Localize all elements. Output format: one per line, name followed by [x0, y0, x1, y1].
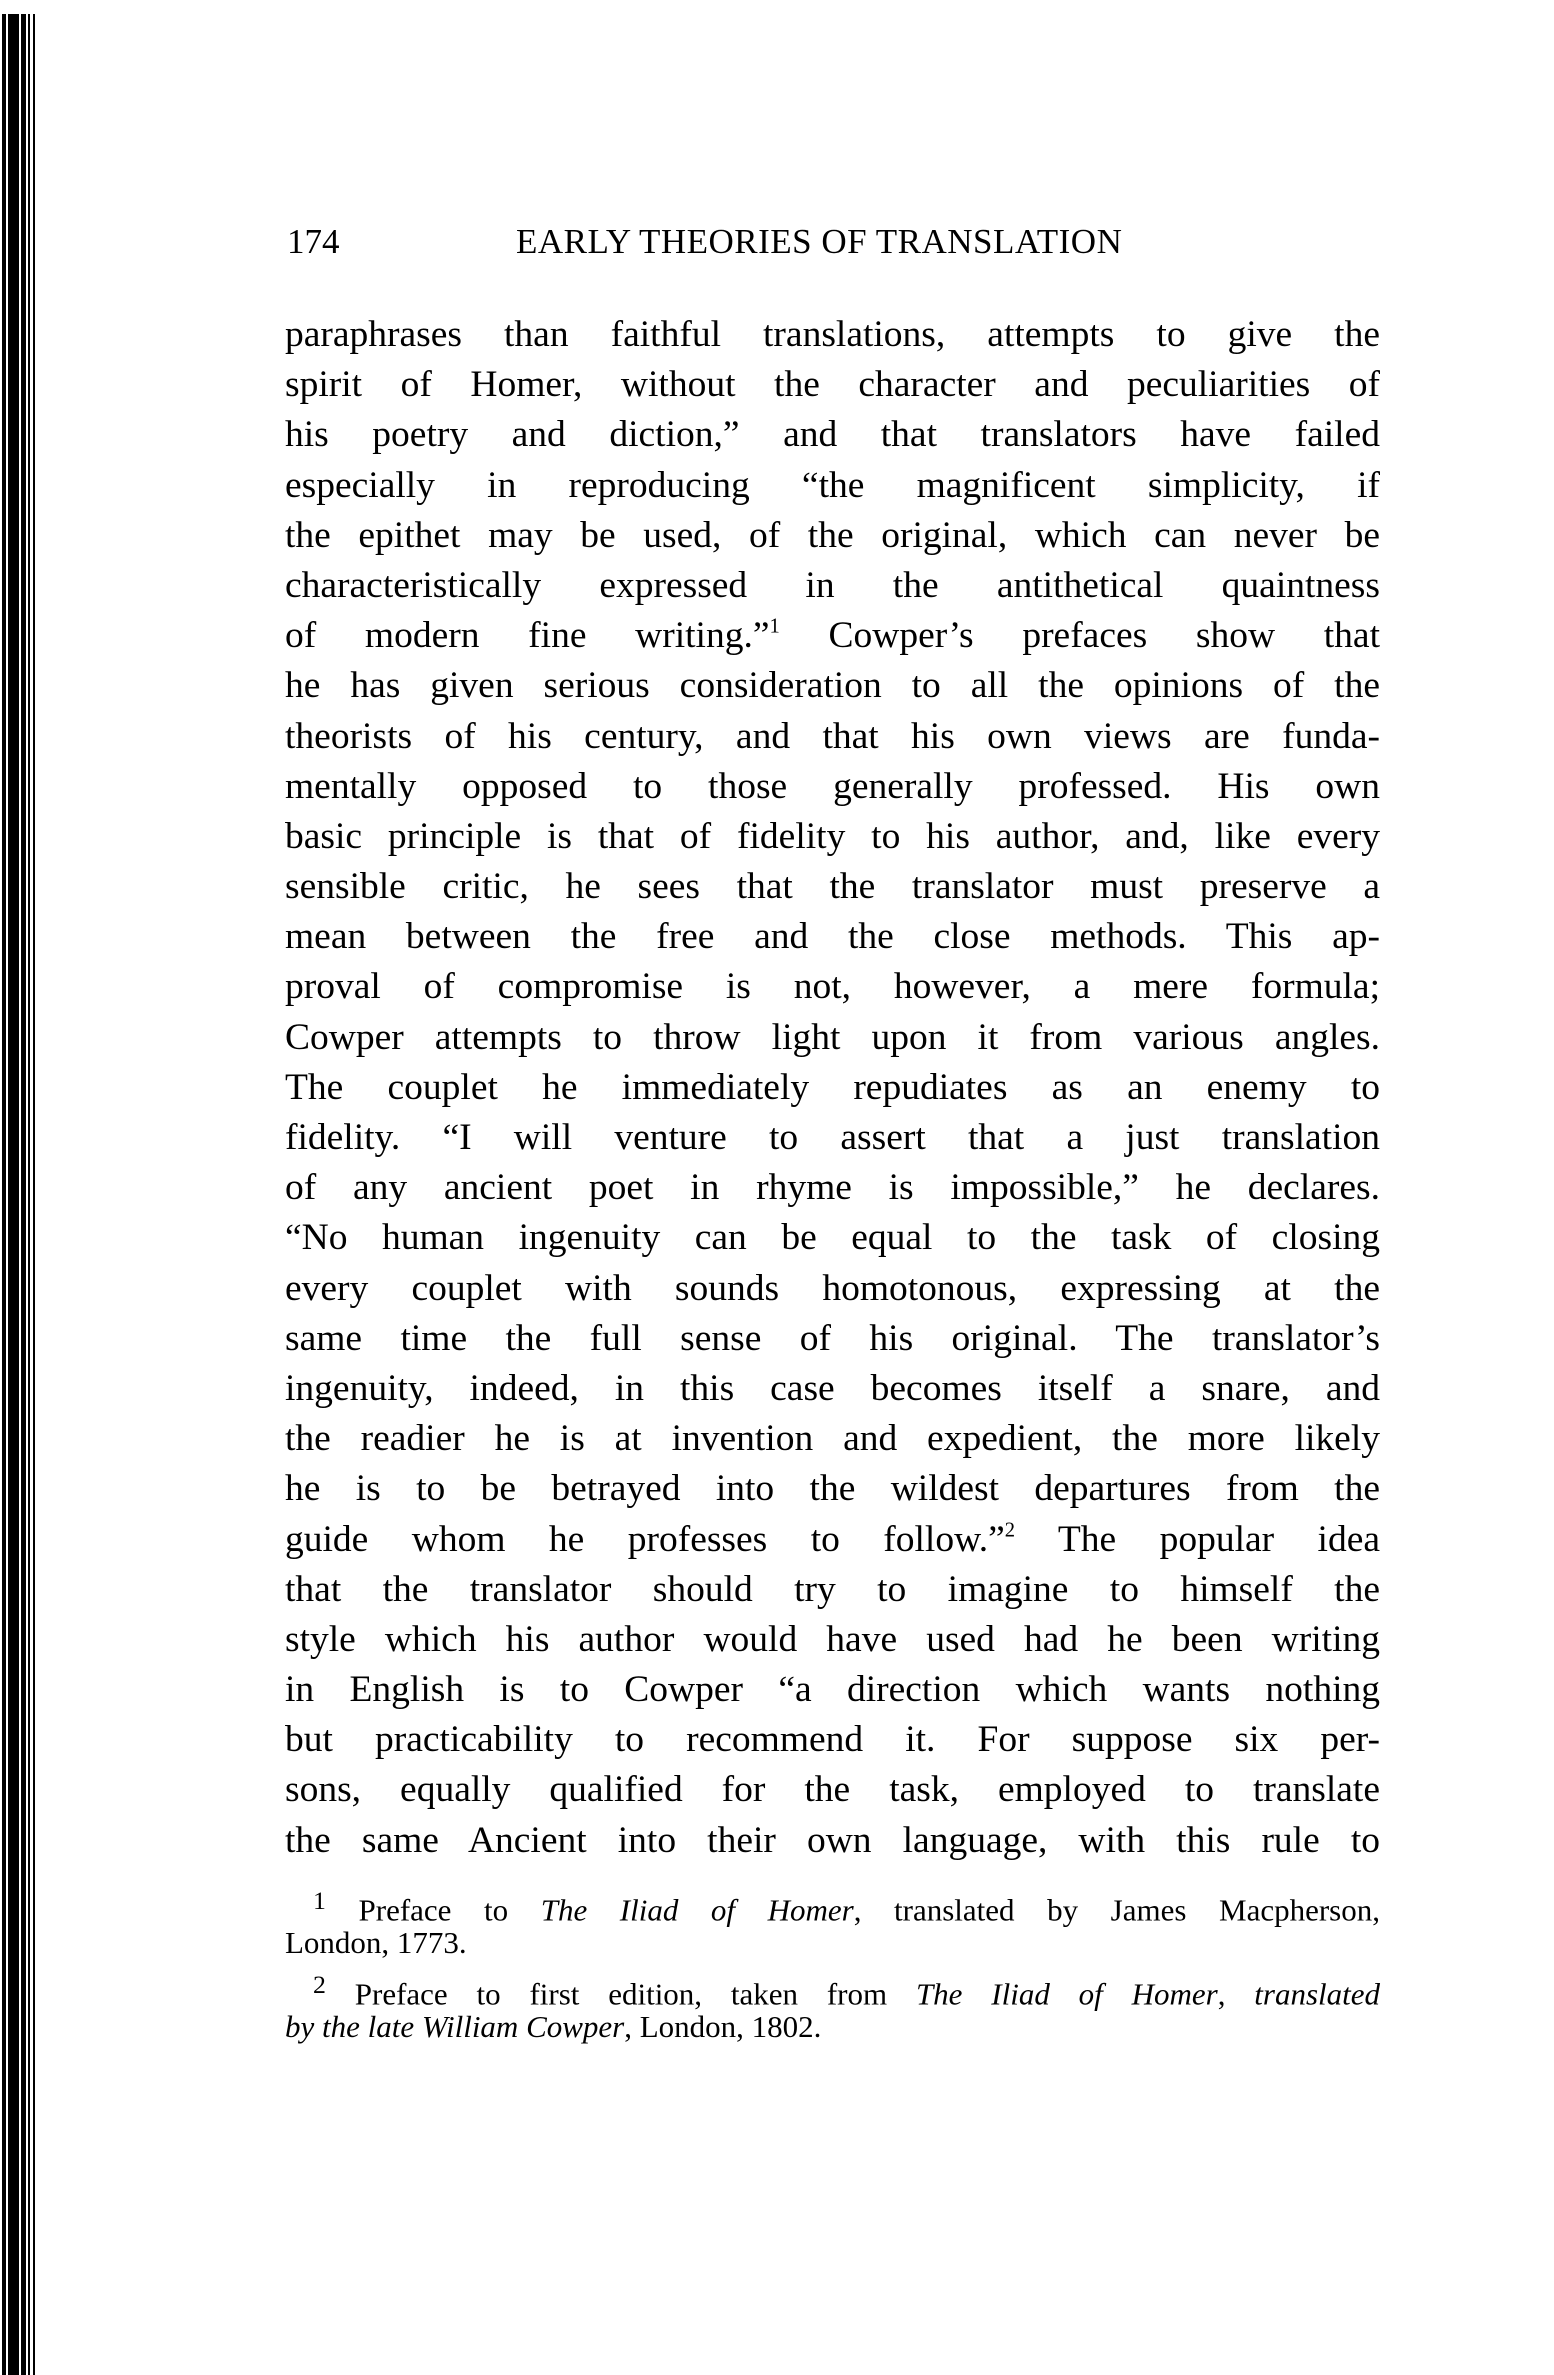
- book-title: The Iliad of Homer: [915, 1976, 1218, 2012]
- footnote-line: [285, 2006, 1380, 2048]
- footnote-marker: 1: [313, 1886, 326, 1915]
- text-line: style which his author would have used had he been writing: [285, 1618, 1380, 1660]
- text-line: “No human ingenuity can be equal to the task of closing: [285, 1217, 1380, 1259]
- text-line: spirit of Homer, without the character and peculiarities of: [285, 364, 1380, 406]
- book-binding-edge: [0, 14, 36, 2375]
- text-line: sensible critic, he sees that the translator must preserve a: [285, 866, 1380, 908]
- text-line: he has given serious consideration to all the opinions of the: [285, 665, 1380, 707]
- footnote-line: London, 1773.: [285, 1925, 467, 1960]
- text-line: but practicability to recommend it. For suppose six per-: [285, 1719, 1380, 1761]
- footnote-line: [285, 1880, 1381, 1928]
- footnote-text: , translated by James Macpherson,: [853, 1892, 1381, 1928]
- text-line: his poetry and diction,” and that translators have failed: [285, 414, 1380, 456]
- footnote-2: [285, 1964, 1380, 2048]
- footnote-text: Preface to first edition, taken from: [354, 1976, 916, 2012]
- footnotes: [285, 1880, 1380, 2048]
- text-line: mentally opposed to those generally professed. His own: [285, 765, 1380, 807]
- footnote-text: , London, 1802.: [624, 2009, 822, 2044]
- text-line: The couplet he immediately repudiates as an enemy to: [285, 1066, 1380, 1108]
- text-line: in English is to Cowper “a direction which wants nothing: [285, 1669, 1380, 1711]
- text-line: theorists of his century, and that his own views are funda-: [285, 715, 1380, 757]
- text-line: fidelity. “I will venture to assert that a just translation: [285, 1117, 1380, 1158]
- text-line: same time the full sense of his original. The translator’s: [285, 1317, 1380, 1359]
- text-line: of any ancient poet in rhyme is impossible,” he declares.: [285, 1167, 1380, 1209]
- footnote-ref-2[interactable]: 2: [1004, 1519, 1016, 1542]
- footnote-italic: by the late William Cowper: [285, 2009, 625, 2044]
- text-line: sons, equally qualified for the task, employed to translate: [285, 1769, 1380, 1811]
- text-line: basic principle is that of fidelity to his author, and, like every: [285, 815, 1380, 857]
- text-line: proval of compromise is not, however, a mere formula;: [285, 966, 1380, 1008]
- text-line: the epithet may be used, of the original, which can never be: [285, 514, 1380, 556]
- text-line: that the translator should try to imagine to himself the: [285, 1568, 1380, 1610]
- text-line: he is to be betrayed into the wildest departures from the: [285, 1468, 1380, 1510]
- text-line: especially in reproducing “the magnificent simplicity, if: [285, 464, 1380, 506]
- text-line: mean between the free and the close methods. This ap-: [285, 916, 1380, 958]
- text-line: Cowper attempts to throw light upon it from various angles.: [285, 1016, 1380, 1058]
- footnote-italic: translated: [1254, 1976, 1380, 2012]
- footnote-line: [285, 1964, 1380, 2012]
- footnote-ref-1[interactable]: 1: [769, 615, 780, 638]
- footnote-marker: 2: [313, 1970, 326, 1999]
- text-line: ingenuity, indeed, in this case becomes itself a snare, and: [285, 1367, 1380, 1409]
- text-line: the same Ancient into their own language, with this rule to: [285, 1819, 1380, 1861]
- running-title: EARLY THEORIES OF TRANSLATION: [516, 222, 1123, 261]
- text-segment: guide whom he professes to follow.”: [285, 1518, 1005, 1560]
- text-segment: The popular idea: [1057, 1518, 1380, 1560]
- text-line-with-footnote: [285, 611, 1380, 661]
- text-line: every couplet with sounds homotonous, expressing at the: [285, 1267, 1380, 1309]
- text-segment: Cowper’s prefaces show that: [828, 615, 1380, 657]
- text-line-with-footnote: [285, 1515, 1380, 1565]
- body-text: [285, 310, 1380, 1866]
- footnote-1: [285, 1880, 1380, 1964]
- footnote-text: ,: [1217, 1976, 1255, 2012]
- text-line: characteristically expressed in the antithetical quaintness: [285, 564, 1380, 606]
- text-line: paraphrases than faithful translations, attempts to give the: [285, 314, 1380, 355]
- text-segment: of modern fine writing.”: [285, 615, 770, 657]
- running-head: [287, 222, 1377, 262]
- text-line: the readier he is at invention and expedient, the more likely: [285, 1418, 1380, 1460]
- page-number: 174: [287, 222, 340, 261]
- book-title: The Iliad of Homer: [540, 1892, 854, 1928]
- footnote-text: Preface to: [358, 1892, 541, 1928]
